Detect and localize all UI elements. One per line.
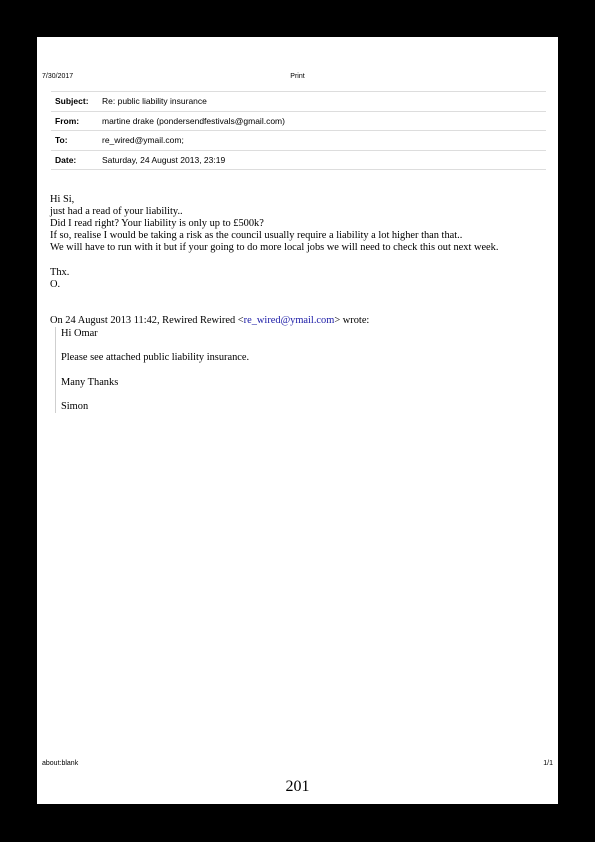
header-row-to [51,131,546,151]
header-row-date [51,150,546,170]
body-line: We will have to run with it but if your going to do more local jobs we will need to check this out next week. [50,242,499,253]
header-row-from [51,111,546,131]
quoted-line: Hi Omar [61,327,98,339]
date-label: Date: [51,150,102,170]
quote-attribution [50,315,545,327]
quoted-line: Simon [61,401,89,412]
signoff-line: Thx. [50,266,70,278]
quote-prefix: On 24 August 2013 11:42, Rewired Rewired < [50,314,244,326]
header-row-subject [51,92,546,112]
quote-suffix: > wrote: [334,314,370,326]
print-title: Print [290,73,305,80]
date-value: Saturday, 24 August 2013, 23:19 [102,150,546,170]
quoted-message [55,327,545,414]
body-line: Did I read right? Your liability is only up to £500k? [50,218,264,229]
signoff-line: O. [50,278,61,290]
page-number: 201 [285,778,310,795]
body-line: just had a read of your liability.. [50,206,183,217]
from-value: martine drake (pondersendfestivals@gmail.com) [102,111,546,131]
to-label: To: [51,131,102,151]
quoted-line: Please see attached public liability insurance. [61,352,250,363]
footer-page-count: 1/1 [543,760,553,767]
print-date: 7/30/2017 [42,73,74,80]
to-value: re_wired@ymail.com; [102,131,546,151]
subject-label: Subject: [51,92,102,112]
body-line: If so, realise I would be taking a risk as the council usually require a liability a lot higher than that.. [50,230,463,241]
quoted-sender-email-link[interactable]: re_wired@ymail.com [243,314,335,326]
subject-value: Re: public liability insurance [102,92,546,112]
footer-url: about:blank [42,760,79,767]
email-body [50,194,545,413]
body-line: Hi Si, [50,194,75,205]
email-header-table [51,91,546,170]
from-label: From: [51,111,102,131]
email-print-page [37,37,558,804]
quoted-line: Many Thanks [61,376,119,388]
